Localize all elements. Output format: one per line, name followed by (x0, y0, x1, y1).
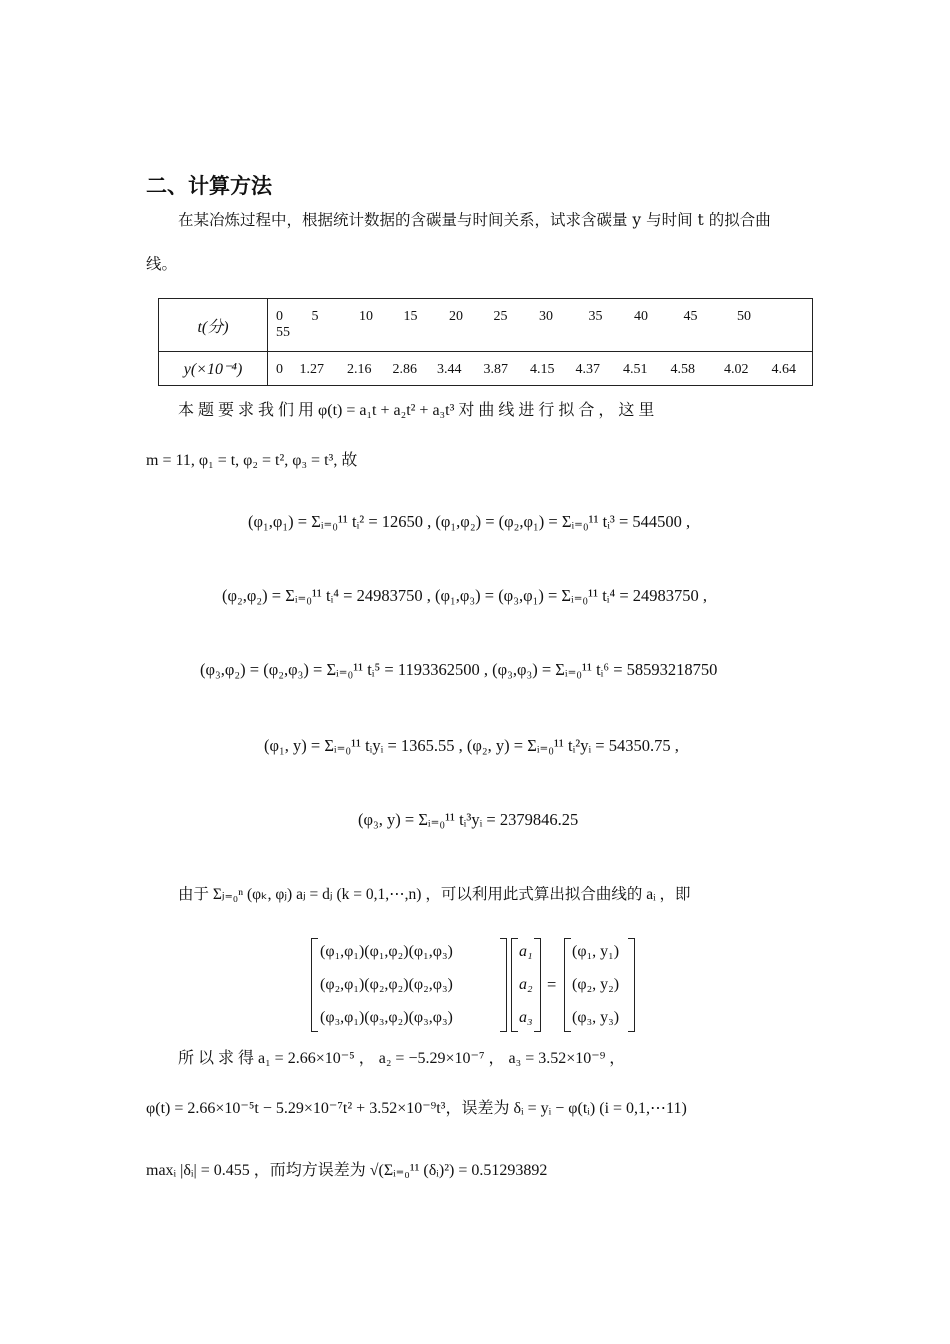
y-value: 2.16 (347, 362, 372, 378)
table-row-y (268, 352, 813, 386)
vector-entry: a₃ (519, 1009, 533, 1026)
matrix-equals-sign: = (547, 975, 557, 994)
coefficient-matrix (320, 935, 453, 1034)
y-value: 1.27 (299, 362, 324, 378)
table-header-y: y(×10⁻⁴) (159, 352, 268, 386)
result-line-2: φ(t) = 2.66×10⁻⁵t − 5.29×10⁻⁷t² + 3.52×10⁻⁹t³，误差为 δᵢ = yᵢ − φ(tᵢ) (i = 0,1,⋯11) (146, 1100, 687, 1117)
t-value: 40 (634, 309, 648, 324)
equation-5: (φ₃, y) = Σᵢ₌₀¹¹ tᵢ³yᵢ = 2379846.25 (358, 810, 579, 829)
result-line-3: maxᵢ |δᵢ| = 0.455 ，而均方误差为 √(Σᵢ₌₀¹¹ (δᵢ)²) = 0.51293892 (146, 1162, 548, 1179)
y-value: 2.86 (392, 362, 417, 378)
t-value: 35 (588, 309, 603, 324)
t-value: 30 (539, 309, 553, 324)
result-line-1: 所 以 求 得 a₁ = 2.66×10⁻⁵ ， a₂ = −5.29×10⁻⁷ ， a₃ = 3.52×10⁻⁹ ， (178, 1050, 626, 1067)
section-title: 二、计算方法 (146, 174, 272, 198)
rhs-entry: (φ₂, y₂) (572, 976, 620, 993)
t-value: 5 (311, 309, 319, 324)
intro-line-2: 线。 (146, 255, 178, 273)
right-bracket-open (564, 938, 571, 1032)
t-value: 15 (403, 309, 418, 324)
t-value: 45 (683, 309, 698, 324)
y-value: 3.44 (437, 362, 462, 378)
left-bracket-close (500, 938, 507, 1032)
t-value: 50 (737, 309, 751, 324)
y-value: 4.64 (771, 362, 796, 378)
t-value: 10 (359, 309, 373, 324)
coefficient-vector (519, 935, 533, 1034)
vector-bracket-open (511, 938, 518, 1032)
y-value: 4.51 (623, 362, 648, 378)
left-bracket-open (311, 938, 318, 1032)
y-value: 0 (276, 362, 283, 378)
equation-1: (φ₁,φ₁) = Σᵢ₌₀¹¹ tᵢ² = 12650 , (φ₁,φ₂) = (φ₂,φ₁) = Σᵢ₌₀¹¹ tᵢ³ = 544500 , (248, 512, 691, 531)
model-line-1: 本 题 要 求 我 们 用 φ(t) = a₁t + a₂t² + a₃t³ 对 曲 线 进 行 拟 合 ， 这 里 (178, 402, 655, 419)
y-value: 4.37 (575, 362, 600, 378)
equation-4: (φ₁, y) = Σᵢ₌₀¹¹ tᵢyᵢ = 1365.55 , (φ₂, y) = Σᵢ₌₀¹¹ tᵢ²yᵢ = 54350.75 , (264, 736, 679, 755)
t-value: 20 (449, 309, 463, 324)
t-value: 55 (276, 325, 290, 340)
vector-entry: a₁ (519, 943, 533, 960)
t-value: 0 (276, 309, 283, 324)
data-table (158, 298, 813, 386)
y-value: 3.87 (483, 362, 508, 378)
equation-3: (φ₃,φ₂) = (φ₂,φ₃) = Σᵢ₌₀¹¹ tᵢ⁵ = 1193362500 , (φ₃,φ₃) = Σᵢ₌₀¹¹ tᵢ⁶ = 58593218750 (200, 660, 718, 679)
matrix-row: (φ₃,φ₁)(φ₃,φ₂)(φ₃,φ₃) (320, 1009, 453, 1026)
intro-line-1: 在某冶炼过程中，根据统计数据的含碳量与时间关系，试求含碳量 y 与时间 t 的拟合曲 (178, 211, 771, 229)
right-hand-side (572, 935, 619, 1034)
rhs-entry: (φ₁, y₁) (572, 943, 620, 960)
vector-bracket-close (534, 938, 541, 1032)
rhs-entry: (φ₃, y₃) (572, 1009, 620, 1026)
table-header-t: t(分) (159, 299, 268, 352)
y-value: 4.58 (670, 362, 695, 378)
y-value: 4.15 (530, 362, 555, 378)
vector-entry: a₂ (519, 976, 533, 993)
matrix-row: (φ₁,φ₁)(φ₁,φ₂)(φ₁,φ₃) (320, 943, 453, 960)
normal-equation-text: 由于 Σⱼ₌₀ⁿ (φₖ, φⱼ) aⱼ = dⱼ (k = 0,1,⋯,n) ，可以利用此式算出拟合曲线的 aᵢ ，即 (178, 886, 691, 903)
right-bracket-close (628, 938, 635, 1032)
y-value: 4.02 (724, 362, 749, 378)
t-value: 25 (493, 309, 508, 324)
model-line-2: m = 11, φ₁ = t, φ₂ = t², φ₃ = t³, 故 (146, 452, 358, 469)
table-row-t (268, 299, 813, 352)
matrix-row: (φ₂,φ₁)(φ₂,φ₂)(φ₂,φ₃) (320, 976, 453, 993)
equation-2: (φ₂,φ₂) = Σᵢ₌₀¹¹ tᵢ⁴ = 24983750 , (φ₁,φ₃) = (φ₃,φ₁) = Σᵢ₌₀¹¹ tᵢ⁴ = 24983750 , (222, 586, 708, 605)
